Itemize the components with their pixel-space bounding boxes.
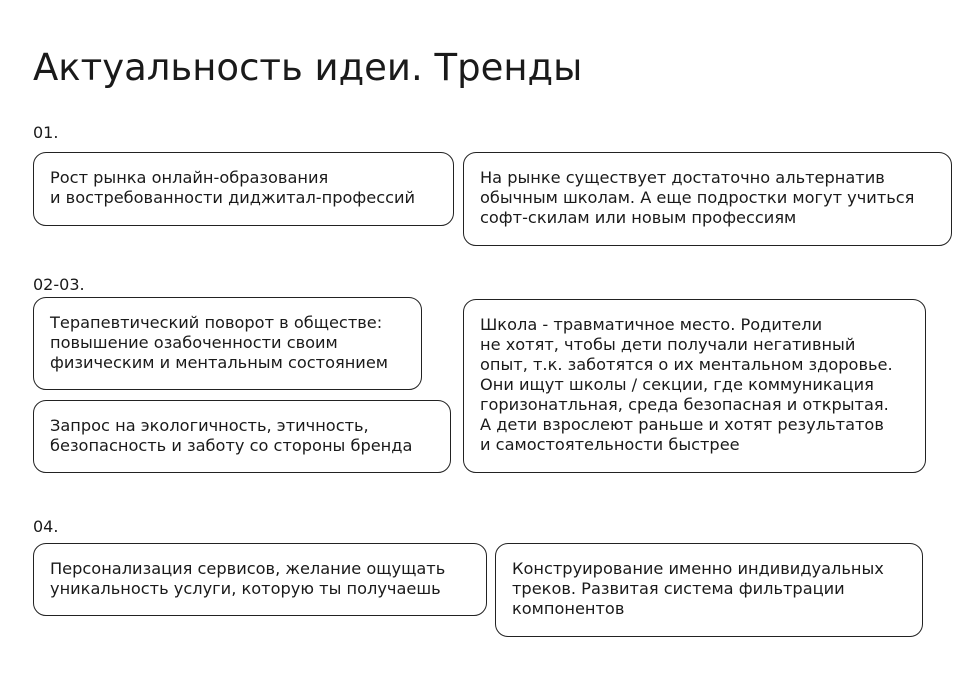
card-text-line: Персонализация сервисов, желание ощущать xyxy=(50,559,446,578)
card-text-line: А дети взрослеют раньше и хотят результатов xyxy=(480,415,884,434)
insight-card-alternatives xyxy=(463,152,952,246)
card-text-line: и востребованности диджитал-профессий xyxy=(50,188,416,207)
section-number-01: 01. xyxy=(33,123,59,142)
card-text-line: и самостоятельности быстрее xyxy=(480,435,740,454)
trend-card-therapeutic-turn xyxy=(33,297,422,390)
card-text-line: уникальность услуги, которую ты получаешь xyxy=(50,579,441,598)
card-text-line: не хотят, чтобы дети получали негативный xyxy=(480,335,856,354)
card-text-line: обычным школам. А еще подростки могут учиться xyxy=(480,188,915,207)
card-text-line: Рост рынка онлайн-образования xyxy=(50,168,329,187)
trend-card-personalization xyxy=(33,543,487,616)
card-text-line: треков. Развитая система фильтрации xyxy=(512,579,845,598)
card-text-line: Школа - травматичное место. Родители xyxy=(480,315,823,334)
card-text-line: софт-скилам или новым профессиям xyxy=(480,208,797,227)
trend-card-ecology-ethics xyxy=(33,400,451,473)
card-text-line: Они ищут школы / секции, где коммуникация xyxy=(480,375,874,394)
insight-card-school-trauma xyxy=(463,299,926,473)
card-text-line: повышение озабоченности своим xyxy=(50,333,338,352)
card-text-line: горизонатльная, среда безопасная и открытая. xyxy=(480,395,889,414)
trend-card-online-education xyxy=(33,152,454,226)
card-text-line: Конструирование именно индивидуальных xyxy=(512,559,884,578)
page-title: Актуальность идеи. Тренды xyxy=(33,46,583,89)
insight-card-individual-tracks xyxy=(495,543,923,637)
card-text-line: Терапевтический поворот в обществе: xyxy=(50,313,383,332)
card-text-line: компонентов xyxy=(512,599,625,618)
card-text-line: На рынке существует достаточно альтернатив xyxy=(480,168,885,187)
section-number-02-03: 02-03. xyxy=(33,275,85,294)
card-text-line: физическим и ментальным состоянием xyxy=(50,353,388,372)
card-text-line: Запрос на экологичность, этичность, xyxy=(50,416,369,435)
section-number-04: 04. xyxy=(33,517,59,536)
card-text-line: безопасность и заботу со стороны бренда xyxy=(50,436,413,455)
card-text-line: опыт, т.к. заботятся о их ментальном здоровье. xyxy=(480,355,893,374)
